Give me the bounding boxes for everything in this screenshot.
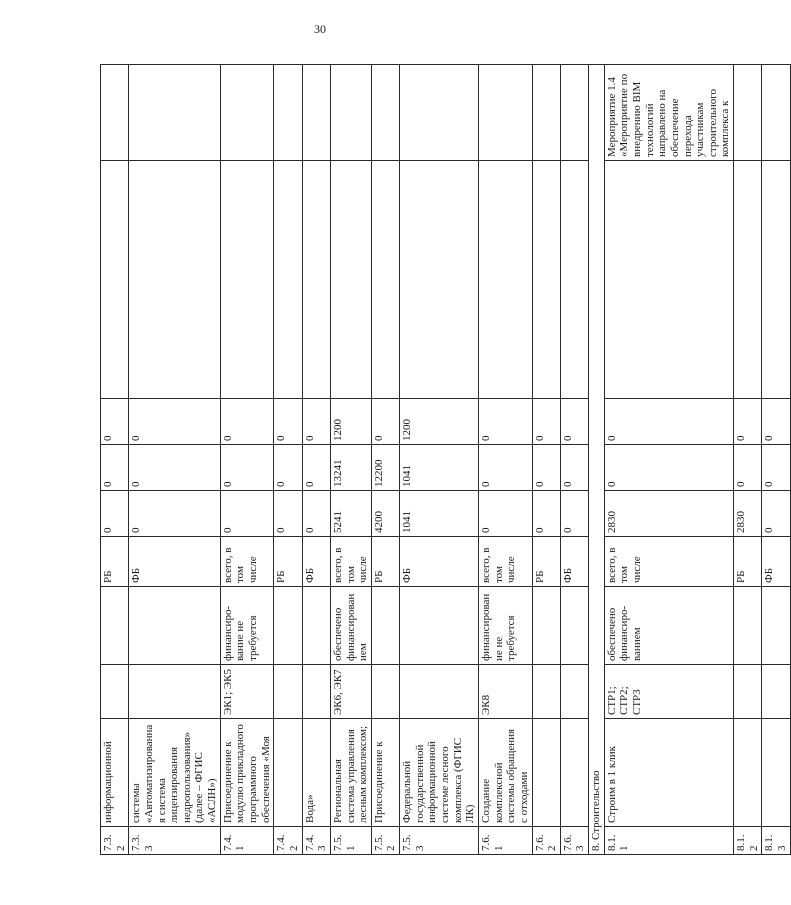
cell-code <box>274 665 302 719</box>
cell-num: 8.1.2 <box>734 827 762 855</box>
section-title: 8. Строительство <box>589 65 605 855</box>
table-body <box>101 65 791 855</box>
cell-num: 7.6.3 <box>560 827 588 855</box>
cell-name <box>274 719 302 827</box>
cell-empty <box>129 161 220 399</box>
cell-name: системы «Автоматизированная система лицензирования недропользования» (далее – ФГИС «АСЛН») <box>129 719 220 827</box>
cell-empty <box>371 161 399 399</box>
cell-v3: 0 <box>604 399 733 445</box>
cell-name: Вода» <box>302 719 330 827</box>
cell-note <box>532 65 560 161</box>
table-row <box>734 65 762 855</box>
cell-v3: 1200 <box>330 399 371 445</box>
cell-status <box>532 587 560 665</box>
cell-src: всего, в том числе <box>604 537 733 587</box>
cell-code: ЭК6, ЭК7 <box>330 665 371 719</box>
cell-v1: 0 <box>560 491 588 537</box>
cell-v1: 0 <box>129 491 220 537</box>
cell-num: 7.6.2 <box>532 827 560 855</box>
cell-v2: 0 <box>220 445 274 491</box>
cell-status <box>371 587 399 665</box>
cell-status <box>302 587 330 665</box>
table-row <box>478 65 532 855</box>
cell-num: 7.3.2 <box>101 827 129 855</box>
cell-src: всего, в том числе <box>220 537 274 587</box>
cell-num: 7.5.1 <box>330 827 371 855</box>
cell-num: 8.1.1 <box>604 827 733 855</box>
cell-name: Создание комплексной системы обращения с отходами <box>478 719 532 827</box>
cell-empty <box>560 161 588 399</box>
cell-code <box>560 665 588 719</box>
cell-name <box>762 719 790 827</box>
cell-src: ФБ <box>302 537 330 587</box>
cell-v1: 0 <box>532 491 560 537</box>
budget-table <box>100 64 791 855</box>
cell-status <box>734 587 762 665</box>
cell-note <box>129 65 220 161</box>
cell-v1: 0 <box>302 491 330 537</box>
cell-code <box>129 665 220 719</box>
cell-status: обеспечено финансирован ием <box>330 587 371 665</box>
cell-note <box>220 65 274 161</box>
cell-v1: 5241 <box>330 491 371 537</box>
cell-v3: 0 <box>302 399 330 445</box>
cell-name: Федеральной государственной информационной системе лесного комплекса (ФГИС ЛК) <box>400 719 479 827</box>
cell-v2: 0 <box>101 445 129 491</box>
cell-v1: 4200 <box>371 491 399 537</box>
cell-src: всего, в том числе <box>330 537 371 587</box>
cell-v3: 0 <box>734 399 762 445</box>
cell-v3: 0 <box>220 399 274 445</box>
cell-status <box>400 587 479 665</box>
cell-v3: 0 <box>560 399 588 445</box>
cell-v3: 1200 <box>400 399 479 445</box>
cell-note <box>762 65 790 161</box>
table-row <box>220 65 274 855</box>
cell-status: финансиро-вание не требуется <box>220 587 274 665</box>
table-row <box>371 65 399 855</box>
cell-note: Мероприятие 1.4 «Мероприятие по внедрению BIM технологий направлено на обеспечение перехода участникам строительного комплекса к <box>604 65 733 161</box>
cell-src: ФБ <box>560 537 588 587</box>
cell-v3: 0 <box>532 399 560 445</box>
table-row <box>400 65 479 855</box>
cell-name: Присоединение к <box>371 719 399 827</box>
cell-src: РБ <box>274 537 302 587</box>
cell-v1: 0 <box>274 491 302 537</box>
cell-v1: 0 <box>762 491 790 537</box>
table-row <box>101 65 129 855</box>
cell-name: Региональная система управления лесным комплексом; <box>330 719 371 827</box>
cell-src: всего, в том числе <box>478 537 532 587</box>
cell-v2: 0 <box>478 445 532 491</box>
cell-v3: 0 <box>274 399 302 445</box>
cell-empty <box>762 161 790 399</box>
cell-v3: 0 <box>101 399 129 445</box>
cell-empty <box>604 161 733 399</box>
cell-v2: 1041 <box>400 445 479 491</box>
cell-v2: 0 <box>129 445 220 491</box>
cell-src: РБ <box>371 537 399 587</box>
cell-note <box>330 65 371 161</box>
cell-code <box>371 665 399 719</box>
cell-note <box>274 65 302 161</box>
cell-name: Строим в 1 клик <box>604 719 733 827</box>
cell-name <box>560 719 588 827</box>
cell-src: РБ <box>734 537 762 587</box>
cell-note <box>400 65 479 161</box>
cell-v2: 0 <box>734 445 762 491</box>
cell-v1: 0 <box>220 491 274 537</box>
cell-v3: 0 <box>371 399 399 445</box>
cell-empty <box>274 161 302 399</box>
table-container <box>100 65 789 855</box>
cell-empty <box>101 161 129 399</box>
cell-code <box>532 665 560 719</box>
cell-code: ЭК1; ЭК5 <box>220 665 274 719</box>
cell-status <box>762 587 790 665</box>
cell-v2: 13241 <box>330 445 371 491</box>
cell-v1: 2830 <box>734 491 762 537</box>
table-row <box>330 65 371 855</box>
cell-num: 7.5.3 <box>400 827 479 855</box>
table-row <box>302 65 330 855</box>
cell-v1: 0 <box>478 491 532 537</box>
cell-empty <box>220 161 274 399</box>
cell-src: ФБ <box>762 537 790 587</box>
table-row <box>129 65 220 855</box>
cell-code <box>302 665 330 719</box>
cell-v2: 0 <box>274 445 302 491</box>
cell-code <box>101 665 129 719</box>
cell-code <box>734 665 762 719</box>
cell-note <box>371 65 399 161</box>
page-number: 30 <box>314 22 326 36</box>
cell-note <box>734 65 762 161</box>
cell-empty <box>734 161 762 399</box>
table-row <box>604 65 733 855</box>
cell-empty <box>302 161 330 399</box>
cell-note <box>560 65 588 161</box>
cell-name <box>532 719 560 827</box>
cell-empty <box>330 161 371 399</box>
cell-v3: 0 <box>129 399 220 445</box>
cell-code: СТР1; СТР2; СТР3 <box>604 665 733 719</box>
cell-status: финансирован ие не требуется <box>478 587 532 665</box>
cell-empty <box>478 161 532 399</box>
cell-code: ЭК8 <box>478 665 532 719</box>
cell-v1: 0 <box>101 491 129 537</box>
cell-empty <box>532 161 560 399</box>
cell-note <box>302 65 330 161</box>
cell-num: 8.1.3 <box>762 827 790 855</box>
rotated-page <box>100 65 789 855</box>
cell-v2: 0 <box>532 445 560 491</box>
cell-v3: 0 <box>762 399 790 445</box>
cell-num: 7.4.3 <box>302 827 330 855</box>
cell-name <box>734 719 762 827</box>
cell-status: обеспечено финансиро-ванием <box>604 587 733 665</box>
cell-note <box>101 65 129 161</box>
cell-v2: 0 <box>302 445 330 491</box>
cell-v1: 2830 <box>604 491 733 537</box>
cell-status <box>129 587 220 665</box>
cell-note <box>478 65 532 161</box>
cell-name: Присоединение к модулю прикладного программного обеспечения «Моя <box>220 719 274 827</box>
cell-src: РБ <box>101 537 129 587</box>
section-row <box>589 65 605 855</box>
cell-status <box>101 587 129 665</box>
table-row <box>532 65 560 855</box>
cell-status <box>274 587 302 665</box>
cell-v2: 0 <box>604 445 733 491</box>
cell-name: информационной <box>101 719 129 827</box>
cell-src: ФБ <box>129 537 220 587</box>
cell-v3: 0 <box>478 399 532 445</box>
cell-src: ФБ <box>400 537 479 587</box>
cell-status <box>560 587 588 665</box>
cell-num: 7.5.2 <box>371 827 399 855</box>
cell-num: 7.6.1 <box>478 827 532 855</box>
cell-v2: 0 <box>762 445 790 491</box>
table-row <box>560 65 588 855</box>
table-row <box>762 65 790 855</box>
cell-num: 7.4.1 <box>220 827 274 855</box>
table-row <box>274 65 302 855</box>
cell-code <box>400 665 479 719</box>
cell-empty <box>400 161 479 399</box>
cell-code <box>762 665 790 719</box>
cell-src: РБ <box>532 537 560 587</box>
cell-v2: 12200 <box>371 445 399 491</box>
cell-num: 7.4.2 <box>274 827 302 855</box>
cell-v1: 1041 <box>400 491 479 537</box>
cell-num: 7.3.3 <box>129 827 220 855</box>
cell-v2: 0 <box>560 445 588 491</box>
